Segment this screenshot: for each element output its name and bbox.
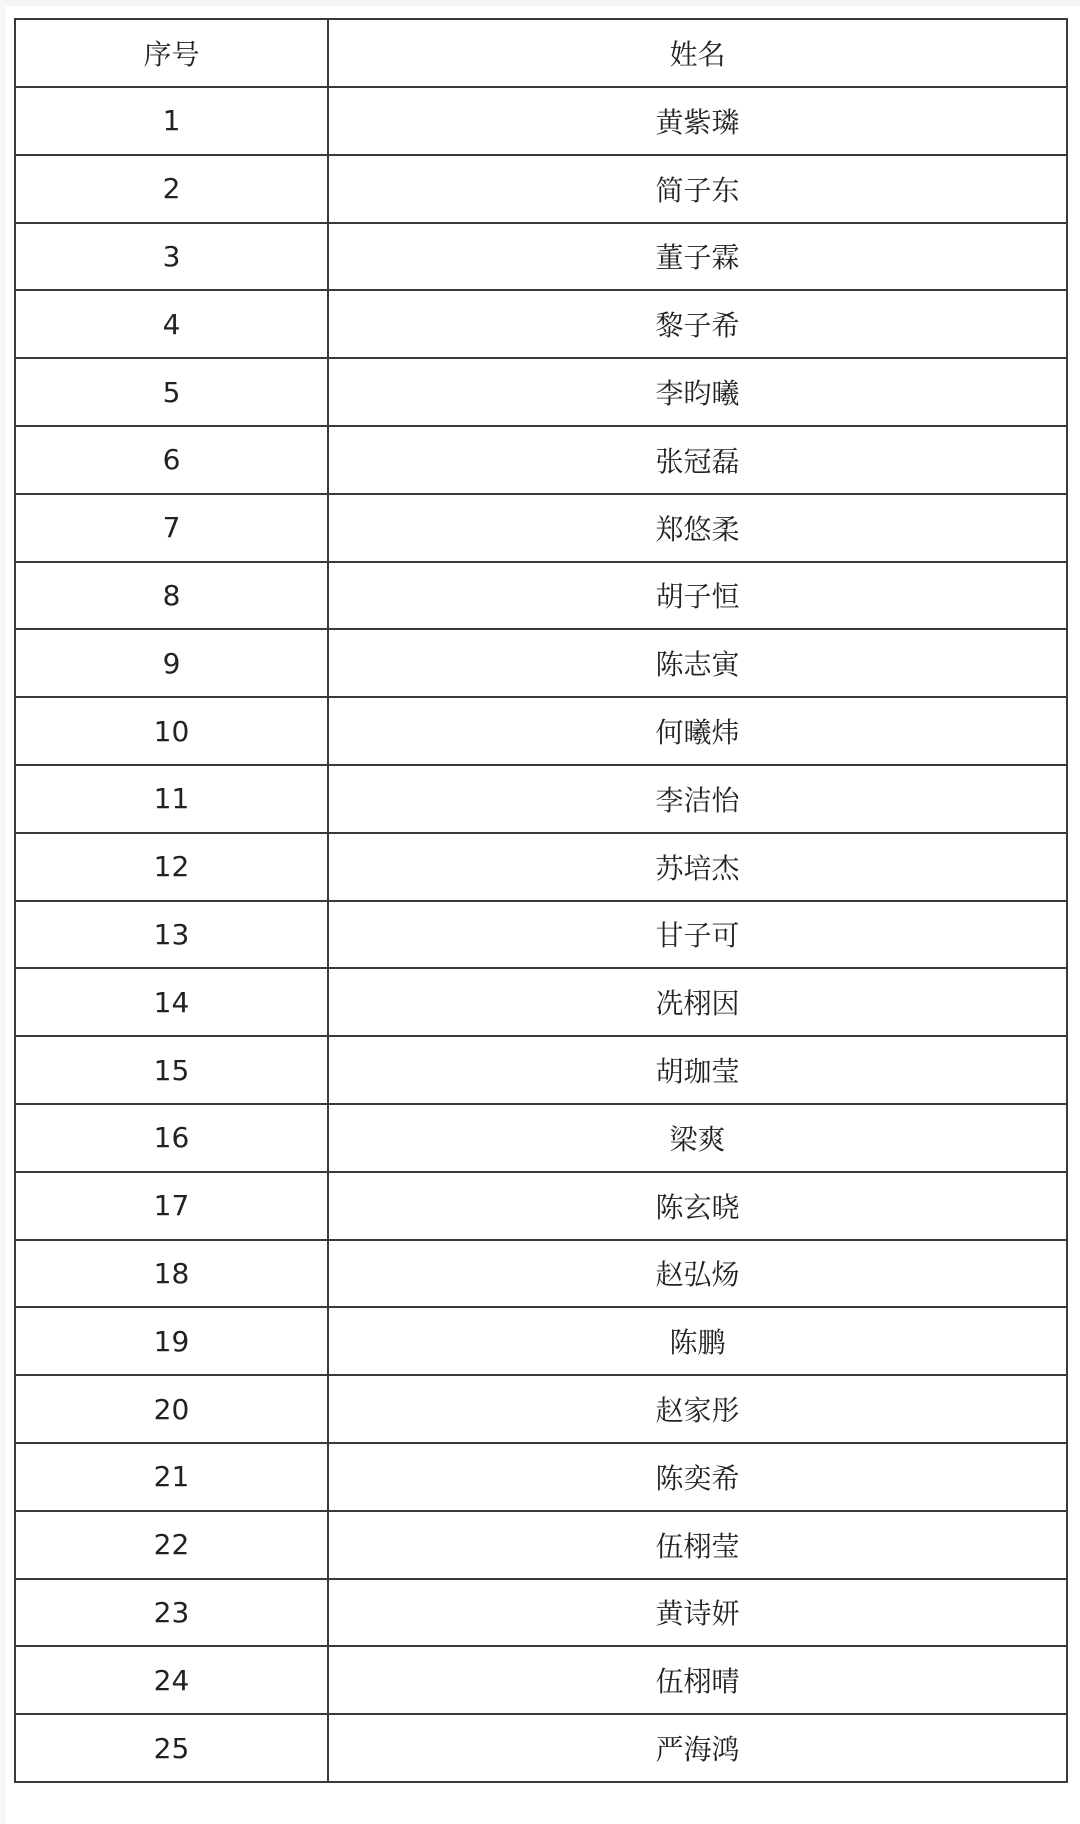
serial-number-cell: 2 bbox=[15, 155, 328, 223]
serial-number-cell: 3 bbox=[15, 223, 328, 291]
serial-number-cell: 22 bbox=[15, 1511, 328, 1579]
serial-number-cell: 13 bbox=[15, 901, 328, 969]
name-cell: 甘子可 bbox=[328, 901, 1067, 969]
table-row bbox=[15, 223, 1067, 291]
name-cell: 伍栩晴 bbox=[328, 1646, 1067, 1714]
name-cell: 郑悠柔 bbox=[328, 494, 1067, 562]
table-row bbox=[15, 833, 1067, 901]
name-cell: 张冠磊 bbox=[328, 426, 1067, 494]
name-cell: 冼栩因 bbox=[328, 968, 1067, 1036]
table-row bbox=[15, 1172, 1067, 1240]
serial-number-cell: 25 bbox=[15, 1714, 328, 1782]
name-cell: 胡珈莹 bbox=[328, 1036, 1067, 1104]
table-row bbox=[15, 901, 1067, 969]
name-cell: 董子霖 bbox=[328, 223, 1067, 291]
serial-number-cell: 11 bbox=[15, 765, 328, 833]
serial-number-cell: 8 bbox=[15, 562, 328, 630]
name-cell: 陈玄晓 bbox=[328, 1172, 1067, 1240]
table-row bbox=[15, 697, 1067, 765]
table-row bbox=[15, 1036, 1067, 1104]
serial-number-cell: 16 bbox=[15, 1104, 328, 1172]
header-serial-number: 序号 bbox=[15, 19, 328, 87]
name-cell: 梁爽 bbox=[328, 1104, 1067, 1172]
page-top-edge bbox=[0, 0, 1080, 6]
table-row bbox=[15, 1646, 1067, 1714]
name-cell: 赵家彤 bbox=[328, 1375, 1067, 1443]
serial-number-cell: 1 bbox=[15, 87, 328, 155]
document-sheet bbox=[14, 18, 1066, 1783]
serial-number-cell: 5 bbox=[15, 358, 328, 426]
table-row bbox=[15, 87, 1067, 155]
serial-number-cell: 18 bbox=[15, 1240, 328, 1308]
serial-number-cell: 10 bbox=[15, 697, 328, 765]
serial-number-cell: 14 bbox=[15, 968, 328, 1036]
name-cell: 严海鸿 bbox=[328, 1714, 1067, 1782]
serial-number-cell: 21 bbox=[15, 1443, 328, 1511]
table-row bbox=[15, 1375, 1067, 1443]
name-cell: 胡子恒 bbox=[328, 562, 1067, 630]
name-cell: 陈奕希 bbox=[328, 1443, 1067, 1511]
name-cell: 何曦炜 bbox=[328, 697, 1067, 765]
table-row bbox=[15, 358, 1067, 426]
name-cell: 李洁怡 bbox=[328, 765, 1067, 833]
name-cell: 苏培杰 bbox=[328, 833, 1067, 901]
table-row bbox=[15, 765, 1067, 833]
table-row bbox=[15, 1307, 1067, 1375]
name-cell: 简子东 bbox=[328, 155, 1067, 223]
name-cell: 伍栩莹 bbox=[328, 1511, 1067, 1579]
table-row bbox=[15, 562, 1067, 630]
table-row bbox=[15, 426, 1067, 494]
table-row bbox=[15, 1443, 1067, 1511]
serial-number-cell: 7 bbox=[15, 494, 328, 562]
serial-number-cell: 23 bbox=[15, 1579, 328, 1647]
serial-number-cell: 4 bbox=[15, 290, 328, 358]
roster-table bbox=[14, 18, 1068, 1783]
table-row bbox=[15, 1240, 1067, 1308]
name-cell: 黄紫璘 bbox=[328, 87, 1067, 155]
table-row bbox=[15, 968, 1067, 1036]
page-left-edge bbox=[0, 0, 6, 1824]
name-cell: 陈鹏 bbox=[328, 1307, 1067, 1375]
serial-number-cell: 20 bbox=[15, 1375, 328, 1443]
serial-number-cell: 9 bbox=[15, 629, 328, 697]
table-header-row bbox=[15, 19, 1067, 87]
roster-body bbox=[15, 87, 1067, 1782]
serial-number-cell: 12 bbox=[15, 833, 328, 901]
serial-number-cell: 6 bbox=[15, 426, 328, 494]
name-cell: 黄诗妍 bbox=[328, 1579, 1067, 1647]
table-row bbox=[15, 155, 1067, 223]
name-cell: 黎子希 bbox=[328, 290, 1067, 358]
table-row bbox=[15, 1714, 1067, 1782]
table-row bbox=[15, 290, 1067, 358]
serial-number-cell: 15 bbox=[15, 1036, 328, 1104]
table-row bbox=[15, 1104, 1067, 1172]
serial-number-cell: 17 bbox=[15, 1172, 328, 1240]
name-cell: 李昀曦 bbox=[328, 358, 1067, 426]
serial-number-cell: 24 bbox=[15, 1646, 328, 1714]
name-cell: 赵弘炀 bbox=[328, 1240, 1067, 1308]
header-name: 姓名 bbox=[328, 19, 1067, 87]
name-cell: 陈志寅 bbox=[328, 629, 1067, 697]
table-row bbox=[15, 1579, 1067, 1647]
table-row bbox=[15, 494, 1067, 562]
table-row bbox=[15, 1511, 1067, 1579]
serial-number-cell: 19 bbox=[15, 1307, 328, 1375]
table-row bbox=[15, 629, 1067, 697]
